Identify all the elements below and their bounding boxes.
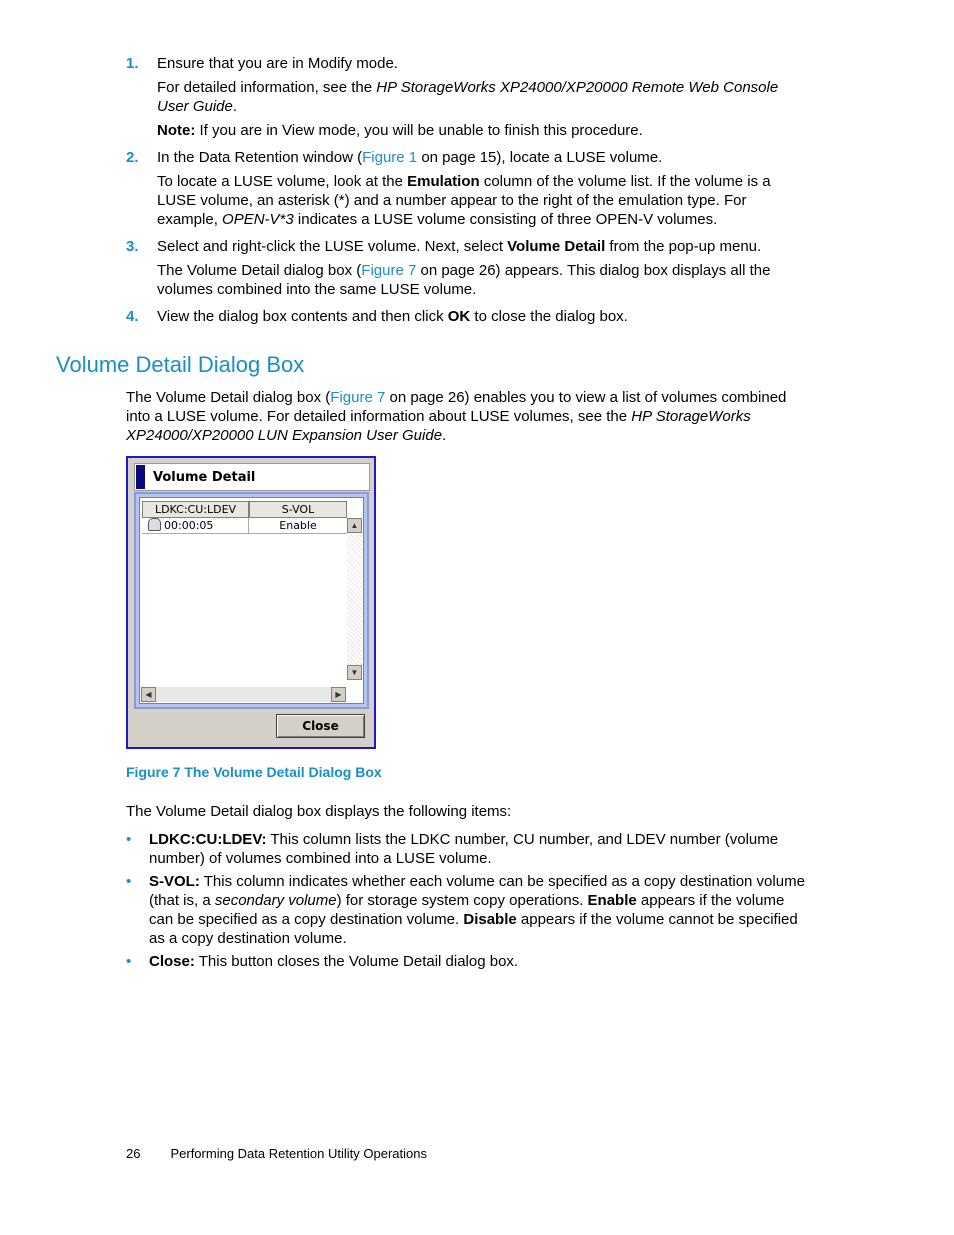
step-number: 1. xyxy=(126,55,139,72)
step-detail: The Volume Detail dialog box (Figure 7 on page 26) appears. This dialog box displays all the volumes combined into the same LUSE volume. xyxy=(157,262,771,298)
step-text: In the Data Retention window (Figure 1 on page 15), locate a LUSE volume. xyxy=(157,149,663,166)
section-heading: Volume Detail Dialog Box xyxy=(56,352,305,377)
scroll-up-icon[interactable]: ▲ xyxy=(347,518,362,533)
items-list xyxy=(126,830,806,975)
ldev-cell: 00:00:05 xyxy=(142,518,249,534)
column-header-svol[interactable]: S-VOL xyxy=(249,501,347,518)
figure-1-link[interactable]: Figure 1 xyxy=(362,149,418,166)
column-header-ldev[interactable]: LDKC:CU:LDEV xyxy=(142,501,249,518)
page-number: 26 xyxy=(126,1146,141,1161)
step-3 xyxy=(126,237,806,299)
svol-cell: Enable xyxy=(249,518,347,534)
volume-list[interactable] xyxy=(139,497,364,704)
step-detail: For detailed information, see the HP StorageWorks XP24000/XP20000 Remote Web Console User Guide. xyxy=(157,79,779,115)
scroll-right-icon[interactable]: ▶ xyxy=(331,687,346,702)
chapter-title: Performing Data Retention Utility Operations xyxy=(170,1146,427,1161)
step-2 xyxy=(126,148,806,229)
list-item: • Close: This button closes the Volume Detail dialog box. xyxy=(126,953,519,970)
items-intro: The Volume Detail dialog box displays the following items: xyxy=(126,803,512,820)
table-row[interactable] xyxy=(142,518,347,533)
scroll-down-icon[interactable]: ▼ xyxy=(347,665,362,680)
step-4 xyxy=(126,307,806,326)
dialog-title-bar xyxy=(134,463,370,491)
vertical-scrollbar[interactable] xyxy=(347,518,362,680)
figure-caption: Figure 7 The Volume Detail Dialog Box xyxy=(126,764,382,780)
intro-paragraph: The Volume Detail dialog box (Figure 7 on page 26) enables you to view a list of volumes combined into a LUSE volume. For detailed information about LUSE volumes, see the HP StorageWorks XP24000/XP20000 LUN Expansion User Guide. xyxy=(126,389,787,444)
scroll-left-icon[interactable]: ◀ xyxy=(141,687,156,702)
figure-7-link[interactable]: Figure 7 xyxy=(330,389,386,406)
title-accent xyxy=(136,465,145,489)
volume-detail-dialog xyxy=(126,456,376,749)
bullet-icon: • xyxy=(126,953,132,970)
figure-7-link[interactable]: Figure 7 xyxy=(361,262,417,279)
list-item: • S-VOL: This column indicates whether each volume can be specified as a copy destination volume (that is, a secondary volume) for storage system copy operations. Enable appears if the volume can be specified as a copy destination volume. Disable appears if the volume cannot be specified as a copy destination volume. xyxy=(126,873,805,947)
step-number: 3. xyxy=(126,238,139,255)
list-item: • LDKC:CU:LDEV: This column lists the LDKC number, CU number, and LDEV number (volume number) of volumes combined into a LUSE volume. xyxy=(126,831,779,867)
step-text: View the dialog box contents and then click OK to close the dialog box. xyxy=(157,308,628,325)
step-note: Note: If you are in View mode, you will be unable to finish this procedure. xyxy=(157,122,643,139)
step-text: Select and right-click the LUSE volume. Next, select Volume Detail from the pop-up menu. xyxy=(157,238,762,255)
bullet-icon: • xyxy=(126,873,132,890)
page-footer xyxy=(126,1146,427,1161)
step-number: 2. xyxy=(126,149,139,166)
volume-icon xyxy=(148,518,161,531)
step-detail: To locate a LUSE volume, look at the Emulation column of the volume list. If the volume is a LUSE volume, an asterisk (*) and a number appear to the right of the emulation type. For example, OPEN-V*3 indicates a LUSE volume consisting of three OPEN-V volumes. xyxy=(157,173,771,228)
dialog-title: Volume Detail xyxy=(153,470,256,485)
horizontal-scrollbar[interactable] xyxy=(141,687,346,702)
step-number: 4. xyxy=(126,308,139,325)
close-button[interactable]: Close xyxy=(276,714,365,738)
bullet-icon: • xyxy=(126,831,132,848)
volume-list-frame xyxy=(134,492,369,709)
step-text: Ensure that you are in Modify mode. xyxy=(157,55,398,72)
step-1 xyxy=(126,54,806,140)
